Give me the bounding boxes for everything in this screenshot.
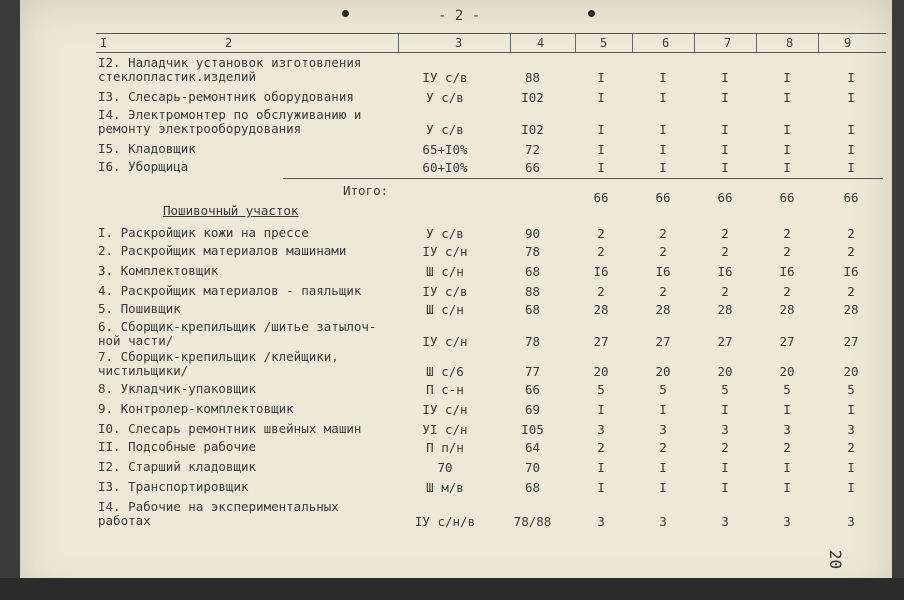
row-value-9: 2 [847, 244, 855, 259]
row-value-7: I [721, 142, 729, 157]
row-value-9: 2 [847, 226, 855, 241]
header-col-9: 9 [844, 36, 852, 50]
row-value-5: 5 [597, 382, 605, 397]
header-col-1: I [100, 36, 108, 50]
row-value-8: I6 [779, 264, 795, 279]
row-value-9: I [847, 122, 855, 137]
row-value-5: I [597, 402, 605, 417]
row-number: I05 [521, 422, 544, 437]
row-name: 2. Раскройщик материалов машинами [98, 243, 347, 258]
row-name: 6. Сборщик-крепильщик /шитье затылоч- ной части/ [98, 319, 377, 348]
row-value-8: I [783, 70, 791, 85]
row-value-5: 27 [593, 334, 609, 349]
row-value-6: 5 [659, 382, 667, 397]
header-divider [575, 34, 576, 52]
row-value-6: I [659, 480, 667, 495]
row-value-6: I [659, 460, 667, 475]
row-value-8: 2 [783, 226, 791, 241]
row-value-9: I [847, 480, 855, 495]
row-value-7: 28 [717, 302, 733, 317]
row-value-9: I [847, 90, 855, 105]
row-value-5: I [597, 160, 605, 175]
row-number: 78/88 [513, 514, 552, 529]
row-number: 77 [524, 364, 541, 379]
row-category: П п/н [426, 440, 464, 455]
row-value-9: 3 [847, 422, 855, 437]
row-value-9: I [847, 70, 855, 85]
row-value-7: I [721, 122, 729, 137]
row-number: I02 [521, 90, 544, 105]
row-value-8: I [783, 460, 791, 475]
header-col-6: 6 [662, 36, 670, 50]
header-col-2: 2 [225, 36, 233, 50]
row-category: IУ с/в [422, 284, 468, 299]
header-col-7: 7 [724, 36, 732, 50]
row-number: 69 [524, 402, 541, 417]
row-value-8: 2 [783, 440, 791, 455]
row-value-9: 27 [843, 334, 859, 349]
row-value-8: I [783, 90, 791, 105]
header-divider [818, 34, 819, 52]
row-name: II. Подсобные рабочие [98, 439, 257, 454]
row-value-5: I [597, 142, 605, 157]
row-category: IУ с/н [422, 334, 468, 349]
row-value-6: 2 [659, 284, 667, 299]
row-value-5: 2 [597, 284, 605, 299]
header-divider [694, 34, 695, 52]
header-col-5: 5 [600, 36, 608, 50]
row-value-7: 2 [721, 226, 729, 241]
row-name: I2. Старший кладовщик [98, 459, 257, 474]
row-value-5: I6 [593, 264, 609, 279]
row-value-6: I [659, 70, 667, 85]
row-name: I. Раскройщик кожи на прессе [98, 225, 309, 240]
row-value-9: 5 [847, 382, 855, 397]
header-rule-bottom [96, 52, 886, 53]
row-value-7: 2 [721, 244, 729, 259]
row-value-7: I [721, 402, 729, 417]
row-name: I6. Уборщица [98, 159, 189, 174]
row-value-7: I [721, 160, 729, 175]
row-value-9: I [847, 160, 855, 175]
row-category: У с/в [426, 122, 464, 137]
row-value-7: 5 [721, 382, 729, 397]
row-value-8: 28 [779, 302, 795, 317]
row-name: 8. Укладчик-упаковщик [98, 381, 257, 396]
row-number: 64 [524, 440, 541, 455]
row-value-8: 2 [783, 284, 791, 299]
row-category: 65+I0% [422, 142, 468, 157]
section-title: Пошивочный участок [163, 203, 299, 218]
row-value-7: 20 [717, 364, 733, 379]
row-name: I3. Слесарь-ремонтник оборудования [98, 89, 354, 104]
row-number: 78 [524, 244, 541, 259]
header-divider [632, 34, 633, 52]
row-value-5: 2 [597, 244, 605, 259]
row-value-6: I6 [655, 264, 671, 279]
row-value-9: 28 [843, 302, 859, 317]
header-rule-top [96, 33, 886, 34]
scanner-background [0, 578, 904, 600]
row-value-9: I [847, 402, 855, 417]
row-number: 88 [524, 284, 541, 299]
row-value-9: 2 [847, 284, 855, 299]
row-value-6: 3 [659, 422, 667, 437]
row-value-8: I [783, 142, 791, 157]
page-stamp: 20 [826, 549, 846, 570]
row-value-7: 3 [721, 422, 729, 437]
row-name: 4. Раскройщик материалов - паяльщик [98, 283, 362, 298]
row-value-9: I6 [843, 264, 859, 279]
row-category: IУ с/в [422, 70, 468, 85]
total-value-8: 66 [779, 190, 795, 205]
header-col-4: 4 [537, 36, 545, 50]
row-value-8: 5 [783, 382, 791, 397]
row-name: I3. Транспортировщик [98, 479, 249, 494]
row-value-8: I [783, 402, 791, 417]
row-value-8: 20 [779, 364, 795, 379]
row-value-7: I [721, 460, 729, 475]
row-value-5: I [597, 90, 605, 105]
row-value-5: I [597, 460, 605, 475]
row-name: I2. Наладчик установок изготовления стеклопластик.изделий [98, 55, 362, 84]
row-value-6: I [659, 122, 667, 137]
total-label: Итого: [343, 183, 389, 198]
row-name: I4. Электромонтер по обслуживанию и ремонту электрооборудования [98, 107, 362, 136]
header-divider [756, 34, 757, 52]
row-value-7: I [721, 480, 729, 495]
row-number: 70 [524, 460, 541, 475]
row-number: 72 [524, 142, 541, 157]
row-name: 3. Комплектовщик [98, 263, 219, 278]
row-value-6: 2 [659, 226, 667, 241]
row-category: П с-н [426, 382, 464, 397]
row-value-5: 28 [593, 302, 609, 317]
row-value-9: 3 [847, 514, 855, 529]
row-value-7: I [721, 70, 729, 85]
binder-hole [342, 10, 349, 17]
row-value-8: I [783, 480, 791, 495]
row-value-9: 2 [847, 440, 855, 455]
row-value-6: 20 [655, 364, 671, 379]
row-value-6: 3 [659, 514, 667, 529]
total-value-5: 66 [593, 190, 609, 205]
row-value-7: 27 [717, 334, 733, 349]
row-value-6: 2 [659, 244, 667, 259]
row-value-5: 3 [597, 514, 605, 529]
row-value-6: 27 [655, 334, 671, 349]
row-category: IУ с/н [422, 244, 468, 259]
row-value-6: 28 [655, 302, 671, 317]
row-value-8: I [783, 122, 791, 137]
row-value-5: 2 [597, 226, 605, 241]
row-name: 9. Контролер-комплектовщик [98, 401, 294, 416]
row-value-9: I [847, 460, 855, 475]
row-name: I4. Рабочие на экспериментальных работах [98, 499, 339, 528]
row-value-5: I [597, 480, 605, 495]
header-col-3: 3 [455, 36, 463, 50]
row-value-8: I [783, 160, 791, 175]
row-name: 5. Пошивщик [98, 301, 181, 316]
row-number: 68 [524, 480, 541, 495]
row-category: Ш с/н [426, 302, 464, 317]
row-value-7: 3 [721, 514, 729, 529]
row-value-8: 3 [783, 514, 791, 529]
row-value-9: 20 [843, 364, 859, 379]
row-value-6: 2 [659, 440, 667, 455]
header-divider [398, 34, 399, 52]
row-number: 88 [524, 70, 541, 85]
row-value-8: 27 [779, 334, 795, 349]
total-value-6: 66 [655, 190, 671, 205]
row-number: 66 [524, 160, 541, 175]
row-category: Ш с/6 [426, 364, 464, 379]
row-category: УI с/н [422, 422, 468, 437]
row-value-5: 2 [597, 440, 605, 455]
row-category: Ш с/н [426, 264, 464, 279]
row-value-8: 2 [783, 244, 791, 259]
row-category: IУ с/н/в [414, 514, 476, 529]
header-divider [510, 34, 511, 52]
row-value-5: 3 [597, 422, 605, 437]
row-number: I02 [521, 122, 544, 137]
row-value-5: I [597, 122, 605, 137]
total-value-7: 66 [717, 190, 733, 205]
row-category: Ш м/в [426, 480, 464, 495]
row-value-9: I [847, 142, 855, 157]
row-value-5: I [597, 70, 605, 85]
row-name: I0. Слесарь ремонтник швейных машин [98, 421, 362, 436]
row-value-7: I [721, 90, 729, 105]
row-category: 60+I0% [422, 160, 468, 175]
header-col-8: 8 [786, 36, 794, 50]
row-name: 7. Сборщик-крепильщик /клейщики, чистильщики/ [98, 349, 339, 378]
row-category: У с/в [426, 226, 464, 241]
row-value-7: 2 [721, 284, 729, 299]
row-value-6: I [659, 142, 667, 157]
row-value-6: I [659, 90, 667, 105]
row-number: 78 [524, 334, 541, 349]
row-category: У с/в [426, 90, 464, 105]
row-name: I5. Кладовщик [98, 141, 196, 156]
row-value-8: 3 [783, 422, 791, 437]
row-value-7: I6 [717, 264, 733, 279]
page-number: - 2 - [438, 8, 481, 24]
row-category: IУ с/н [422, 402, 468, 417]
total-value-9: 66 [843, 190, 859, 205]
row-number: 68 [524, 264, 541, 279]
row-number: 66 [524, 382, 541, 397]
row-value-6: I [659, 160, 667, 175]
row-number: 90 [524, 226, 541, 241]
row-value-6: I [659, 402, 667, 417]
row-category: 70 [437, 460, 453, 475]
row-value-7: 2 [721, 440, 729, 455]
binder-hole [588, 10, 595, 17]
row-value-5: 20 [593, 364, 609, 379]
total-rule [283, 178, 883, 179]
row-number: 68 [524, 302, 541, 317]
